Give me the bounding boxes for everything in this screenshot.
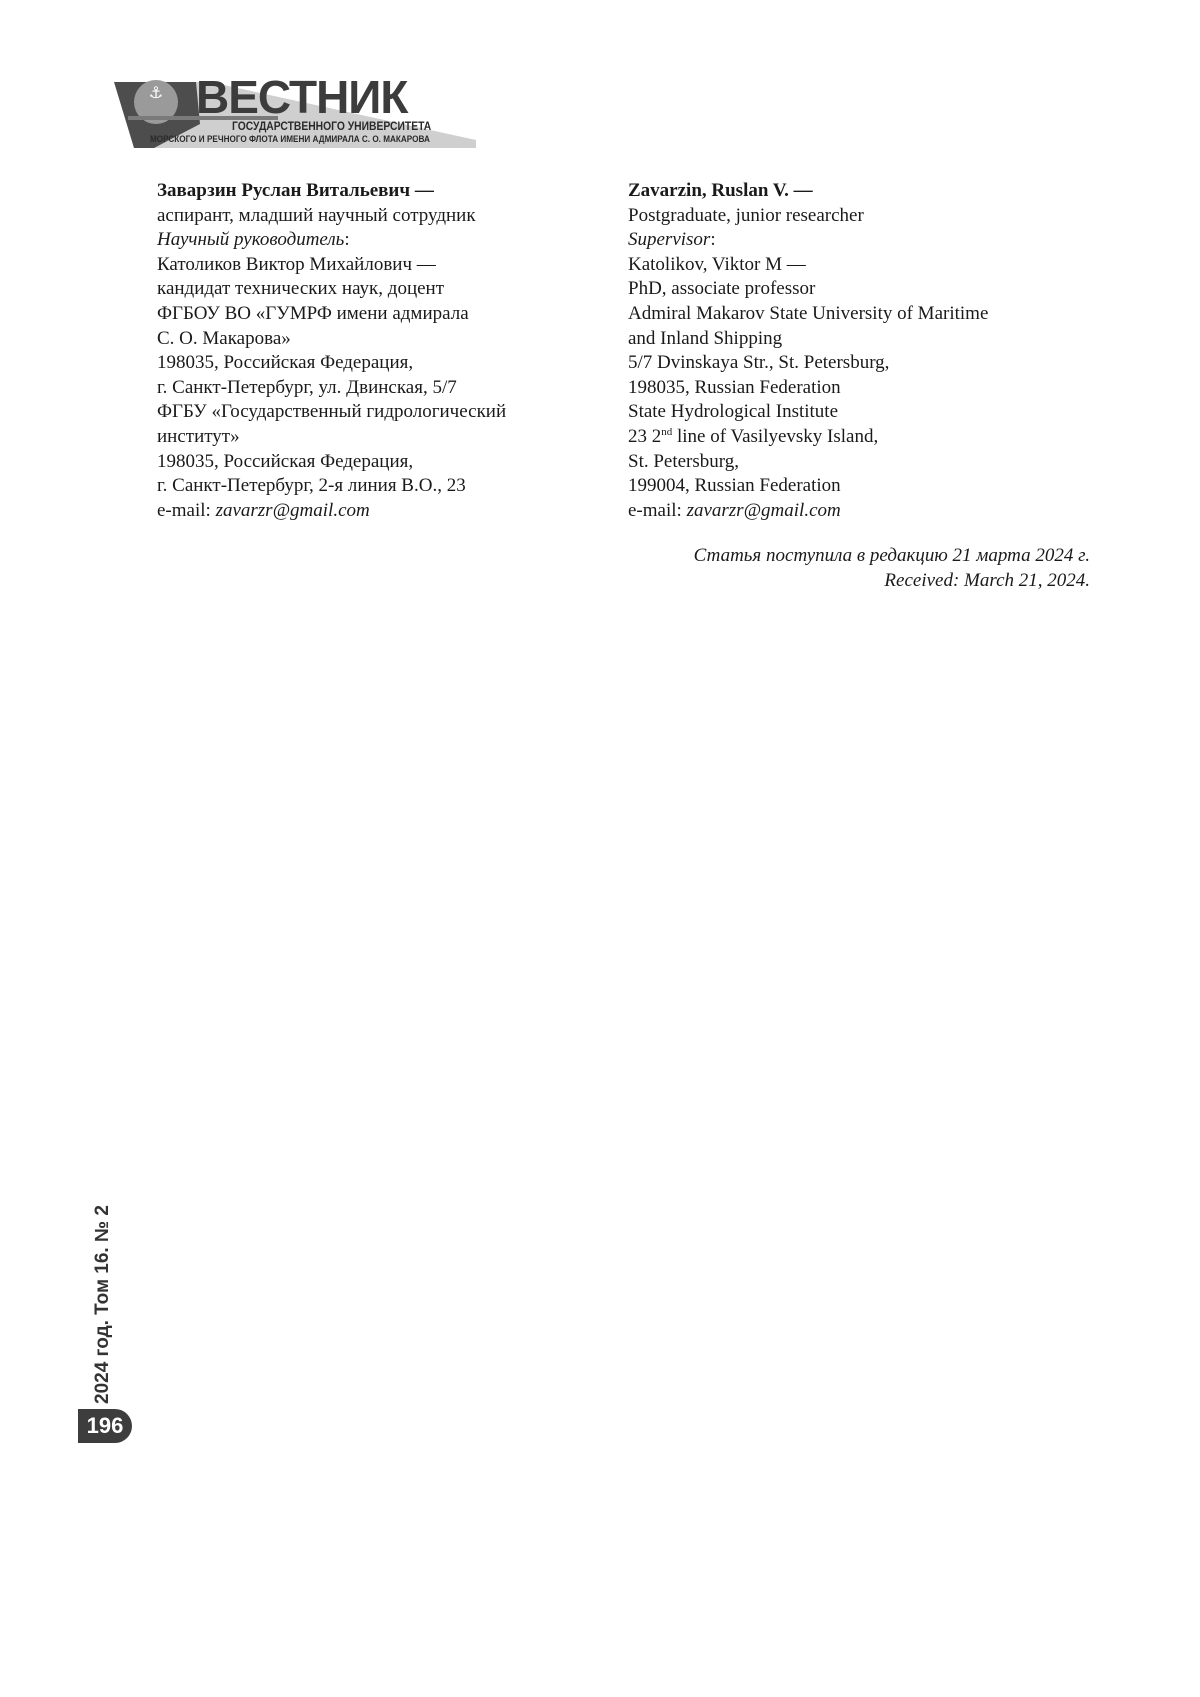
email-line-ru <box>157 499 557 524</box>
supervisor-colon-ru: : <box>344 229 350 251</box>
supervisor-name-ru: Католиков Виктор Михайлович — <box>157 253 436 275</box>
svg-text:⚓: ⚓ <box>148 83 164 102</box>
supervisor-colon-en: : <box>710 229 716 251</box>
org2-address-rest-en: line of Vasilyevsky Island, <box>672 425 879 447</box>
org2-line1-ru: ФГБУ «Государственный гидрологический <box>157 401 507 423</box>
email-line-en <box>628 499 1048 524</box>
journal-masthead <box>114 72 476 152</box>
supervisor-label-en: Supervisor <box>628 229 711 251</box>
supervisor-heading-en <box>628 228 1048 253</box>
org2-address-ordinal-en: nd <box>661 425 673 438</box>
issue-label: 2024 год. Том 16. № 2 <box>92 1205 113 1404</box>
org2-line1-en: State Hydrological Institute <box>628 401 839 423</box>
received-date-ru: Статья поступила в редакцию 21 марта 2024 г. <box>693 545 1090 566</box>
author-position-ru: аспирант, младший научный сотрудник <box>157 204 476 226</box>
org1-line2-en: and Inland Shipping <box>628 327 783 349</box>
supervisor-label-ru: Научный руководитель <box>157 229 345 251</box>
org1-line1-ru: ФГБОУ ВО «ГУМРФ имени адмирала <box>157 302 469 324</box>
org1-address-line1-ru: 198035, Российская Федерация, <box>157 352 414 374</box>
author-position-en: Postgraduate, junior researcher <box>628 204 864 226</box>
journal-subtitle-2: МОРСКОГО И РЕЧНОГО ФЛОТА ИМЕНИ АДМИРАЛА С. О. МАКАРОВА <box>150 134 430 145</box>
received-date-block <box>694 544 1090 593</box>
supervisor-degree-ru: кандидат технических наук, доцент <box>157 278 445 300</box>
org2-address-line2-en: St. Petersburg, <box>628 450 740 472</box>
email-label-en: e-mail: <box>628 499 687 521</box>
supervisor-heading-ru <box>157 228 557 253</box>
author-name-en: Zavarzin, Ruslan V. — <box>628 180 813 201</box>
page-number-badge: 196 <box>78 1409 132 1443</box>
journal-title: ВЕСТНИК <box>196 71 408 123</box>
org2-address-line1-ru: 198035, Российская Федерация, <box>157 450 414 472</box>
author-info-en <box>628 179 1048 523</box>
org2-address-number-en: 23 2 <box>628 425 662 447</box>
received-date-en: Received: March 21, 2024. <box>884 569 1090 591</box>
org1-line1-en: Admiral Makarov State University of Maritime <box>628 302 989 324</box>
org1-address-line2-ru: г. Санкт-Петербург, ул. Двинская, 5/7 <box>157 376 457 398</box>
email-link-ru[interactable]: zavarzr@gmail.com <box>215 499 370 521</box>
supervisor-name-en: Katolikov, Viktor M — <box>628 253 806 275</box>
org2-address-line3-en: 199004, Russian Federation <box>628 475 841 497</box>
supervisor-degree-en: PhD, associate professor <box>628 278 816 300</box>
author-name-ru: Заварзин Руслан Витальевич — <box>157 180 434 201</box>
email-link-en[interactable]: zavarzr@gmail.com <box>686 499 841 521</box>
journal-subtitle-1: ГОСУДАРСТВЕННОГО УНИВЕРСИТЕТА <box>232 119 432 133</box>
org1-address-line1-en: 5/7 Dvinskaya Str., St. Petersburg, <box>628 352 890 374</box>
org2-line2-ru: институт» <box>157 425 240 447</box>
org2-address-line2-ru: г. Санкт-Петербург, 2-я линия В.О., 23 <box>157 475 466 497</box>
email-label-ru: e-mail: <box>157 499 216 521</box>
org1-line2-ru: С. О. Макарова» <box>157 327 291 349</box>
author-info-ru <box>157 179 557 523</box>
org1-address-line2-en: 198035, Russian Federation <box>628 376 841 398</box>
org2-address-line1-en <box>628 425 1048 450</box>
